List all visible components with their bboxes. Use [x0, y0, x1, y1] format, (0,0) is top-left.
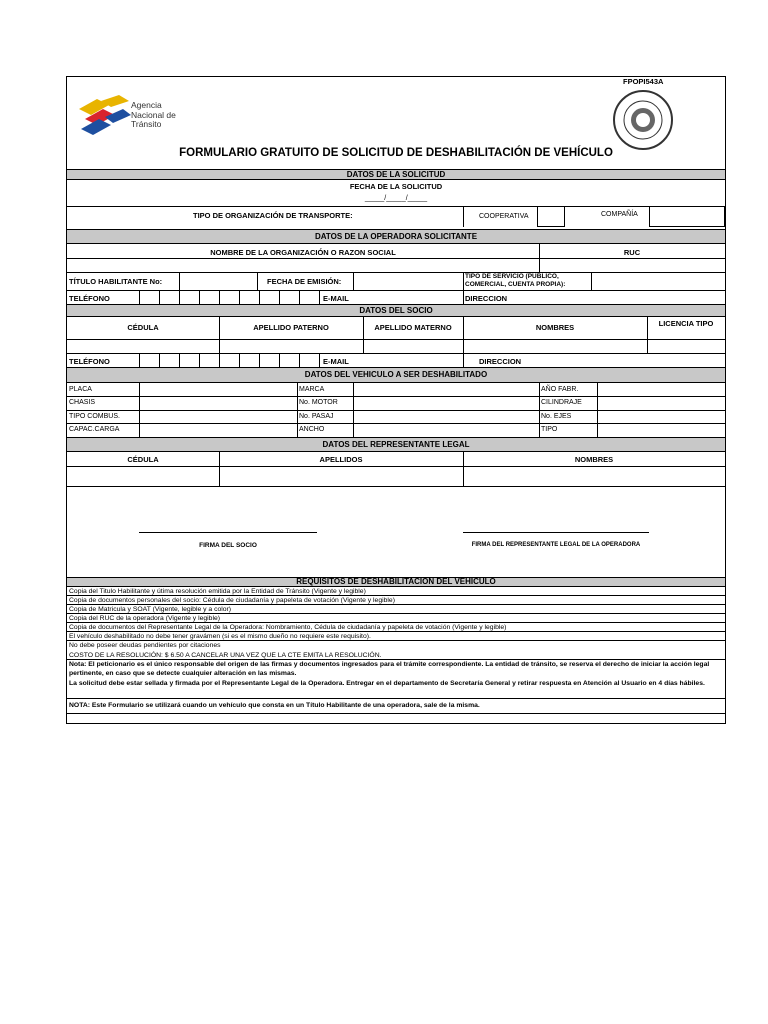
operadora-direccion-input[interactable] — [517, 290, 725, 304]
fecha-solicitud-label: FECHA DE LA SOLICITUD — [349, 182, 443, 191]
vehiculo-placa-label: PLACA — [69, 386, 92, 393]
seal-icon — [612, 89, 674, 151]
operadora-telefono-input[interactable] — [139, 290, 319, 304]
agency-logo-icon — [79, 95, 131, 139]
operadora-email-input[interactable] — [353, 290, 463, 304]
socio-apellido-paterno-input[interactable] — [219, 339, 363, 353]
socio-cedula-input[interactable] — [67, 339, 219, 353]
section-operadora: DATOS DE LA OPERADORA SOLICITANTE — [67, 229, 725, 244]
vehiculo-pasajeros-label: No. PASAJ — [299, 413, 334, 420]
vehiculo-anio-input[interactable] — [597, 383, 725, 396]
section-vehiculo: DATOS DEL VEHICULO A SER DESHABILITADO — [67, 367, 725, 383]
firma-representante-line[interactable] — [463, 532, 649, 533]
representante-apellidos-input[interactable] — [219, 466, 463, 486]
vehiculo-ancho-input[interactable] — [353, 423, 539, 437]
vehiculo-cilindraje-input[interactable] — [597, 396, 725, 410]
fecha-emision-label: FECHA DE EMISIÓN: — [267, 277, 342, 286]
fecha-emision-input[interactable] — [353, 272, 463, 290]
vehiculo-carga-input[interactable] — [139, 423, 297, 437]
nombre-organizacion-label: NOMBRE DE LA ORGANIZACIÓN O RAZON SOCIAL — [210, 248, 396, 257]
operadora-telefono-label: TELÉFONO — [69, 294, 110, 303]
tipo-servicio-input[interactable] — [591, 272, 725, 290]
agency-logo — [79, 95, 199, 139]
nota-responsabilidad: Nota: El peticionario es el único responsable del origen de las firmas y documentos ingresados para el trámite correspondiente. La entidad de tránsito, se reserva el derecho de iniciar la acción legal pertinente, en caso que se detecte cualquier alteración en las mismas. — [69, 661, 710, 677]
vehiculo-marca-label: MARCA — [299, 386, 325, 393]
vehiculo-chasis-input[interactable] — [139, 396, 297, 410]
vehiculo-tipo-label: TIPO — [541, 426, 558, 433]
vehiculo-ancho-label: ANCHO — [299, 426, 325, 433]
transit-commission-seal — [612, 89, 674, 151]
socio-email-input[interactable] — [353, 353, 463, 367]
socio-nombres-input[interactable] — [463, 339, 647, 353]
requisito-item: No debe poseer deudas pendientes por citaciones — [69, 642, 221, 649]
vehiculo-tipo-input[interactable] — [597, 423, 725, 437]
requisito-item: Copia del Titulo Habilitante y útima resolución emitida por la Entidad de Tránsito (Vigente y legible) — [67, 587, 725, 596]
ruc-input[interactable] — [539, 258, 725, 272]
requisito-item: El vehículo deshabilitado no debe tener gravámen (si es el mismo dueño no requiere este requisito). — [67, 632, 725, 641]
representante-apellidos-label: APELLIDOS — [319, 455, 363, 464]
tipo-organizacion-label: TIPO DE ORGANIZACIÓN DE TRANSPORTE: — [193, 211, 353, 220]
requisito-costo: COSTO DE LA RESOLUCIÓN: $ 6.50 A CANCELAR UNA VEZ QUE LA CTE EMITA LA RESOLUCIÓN. — [67, 651, 725, 660]
firma-socio-label: FIRMA DEL SOCIO — [199, 542, 257, 549]
socio-apellido-paterno-label: APELLIDO PATERNO — [253, 323, 329, 332]
operadora-direccion-label: DIRECCION — [465, 294, 508, 303]
application-form — [66, 76, 726, 724]
representante-nombres-input[interactable] — [463, 466, 725, 486]
form-title: FORMULARIO GRATUITO DE SOLICITUD DE DESHABILITACIÓN DE VEHÍCULO — [179, 147, 613, 159]
vehiculo-carga-label: CAPAC.CARGA — [69, 426, 120, 433]
socio-licencia-tipo-label: LICENCIA TIPO — [658, 319, 714, 328]
operadora-email-label: E-MAIL — [323, 294, 349, 303]
section-solicitud: DATOS DE LA SOLICITUD — [67, 169, 725, 180]
compania-label: COMPAÑÍA — [601, 211, 638, 218]
fecha-solicitud-input[interactable]: _____/_____/_____ — [364, 195, 428, 202]
socio-telefono-input[interactable] — [139, 353, 319, 367]
vehiculo-ejes-label: No. EJES — [541, 413, 572, 420]
vehiculo-combustible-input[interactable] — [139, 410, 297, 423]
agency-name: Agencia Nacional de Tránsito — [131, 100, 176, 129]
compania-checkbox[interactable] — [649, 206, 725, 227]
nota-entrega: La solicitud debe estar sellada y firmada por el Representante Legal de la Operadora. Entregar en el departamento de Secretaría General y retirar respuesta en Atención al Usuario en 4 días hábiles. — [69, 680, 705, 687]
cooperativa-checkbox[interactable] — [537, 206, 565, 227]
socio-apellido-materno-input[interactable] — [363, 339, 463, 353]
requisito-item: Copia de Matricula y SOAT (Vigente, legible y a color) — [67, 605, 725, 614]
socio-direccion-input[interactable] — [527, 353, 725, 367]
vehiculo-cilindraje-label: CILINDRAJE — [541, 399, 582, 406]
socio-nombres-label: NOMBRES — [535, 323, 575, 332]
vehiculo-motor-input[interactable] — [353, 396, 539, 410]
form-code: FPOPI543A — [623, 77, 664, 86]
firma-representante-label: FIRMA DEL REPRESENTANTE LEGAL DE LA OPERADORA — [471, 542, 641, 548]
vehiculo-anio-label: AÑO FABR. — [541, 386, 579, 393]
requisito-item: Copia de documentos personales del socio: Cédula de ciudadanía y papeleta de votación (Vigente y legible) — [67, 596, 725, 605]
representante-cedula-input[interactable] — [67, 466, 219, 486]
requisito-item: Copia del RUC de la operadora (Vigente y legible) — [67, 614, 725, 623]
vehiculo-combustible-label: TIPO COMBUS. — [69, 413, 120, 420]
vehiculo-marca-input[interactable] — [353, 383, 539, 396]
ruc-label: RUC — [623, 248, 641, 257]
vehiculo-chasis-label: CHASIS — [69, 399, 96, 406]
socio-cedula-label: CÉDULA — [127, 323, 159, 332]
requisito-item: Copia de documentos del Representante Legal de la Operadora: Nombramiento, Cédula de ciudadanía y papeleta de votación (Vigente y legible) — [67, 623, 725, 632]
vehiculo-placa-input[interactable] — [139, 383, 297, 396]
socio-direccion-label: DIRECCION — [479, 357, 522, 366]
socio-telefono-label: TELÉFONO — [69, 357, 110, 366]
nota-uso-formulario: NOTA: Este Formulario se utilizará cuando un vehículo que consta en un Título Habilitante de una operadora, sale de la misma. — [69, 702, 480, 709]
tipo-servicio-label: TIPO DE SERVICIO (PUBLICO, COMERCIAL, CUENTA PROPIA): — [465, 273, 566, 288]
firma-socio-line[interactable] — [139, 532, 317, 533]
socio-apellido-materno-label: APELLIDO MATERNO — [374, 323, 452, 332]
cooperativa-label: COOPERATIVA — [479, 213, 529, 220]
vehiculo-ejes-input[interactable] — [597, 410, 725, 423]
socio-email-label: E-MAIL — [323, 357, 349, 366]
section-requisitos: REQUISITOS DE DESHABILITACION DEL VEHICULO — [67, 577, 725, 587]
socio-licencia-input[interactable] — [647, 339, 725, 353]
vehiculo-table — [67, 383, 725, 437]
vehiculo-pasajeros-input[interactable] — [353, 410, 539, 423]
section-representante: DATOS DEL REPRESENTANTE LEGAL — [67, 437, 725, 452]
titulo-habilitante-input[interactable] — [179, 272, 257, 290]
vehiculo-motor-label: No. MOTOR — [299, 399, 338, 406]
titulo-habilitante-label: TÍTULO HABILITANTE No: — [69, 277, 163, 286]
nombre-organizacion-input[interactable] — [67, 258, 539, 272]
representante-nombres-label: NOMBRES — [574, 455, 614, 464]
representante-cedula-label: CÉDULA — [127, 455, 159, 464]
section-socio: DATOS DEL SOCIO — [67, 304, 725, 317]
